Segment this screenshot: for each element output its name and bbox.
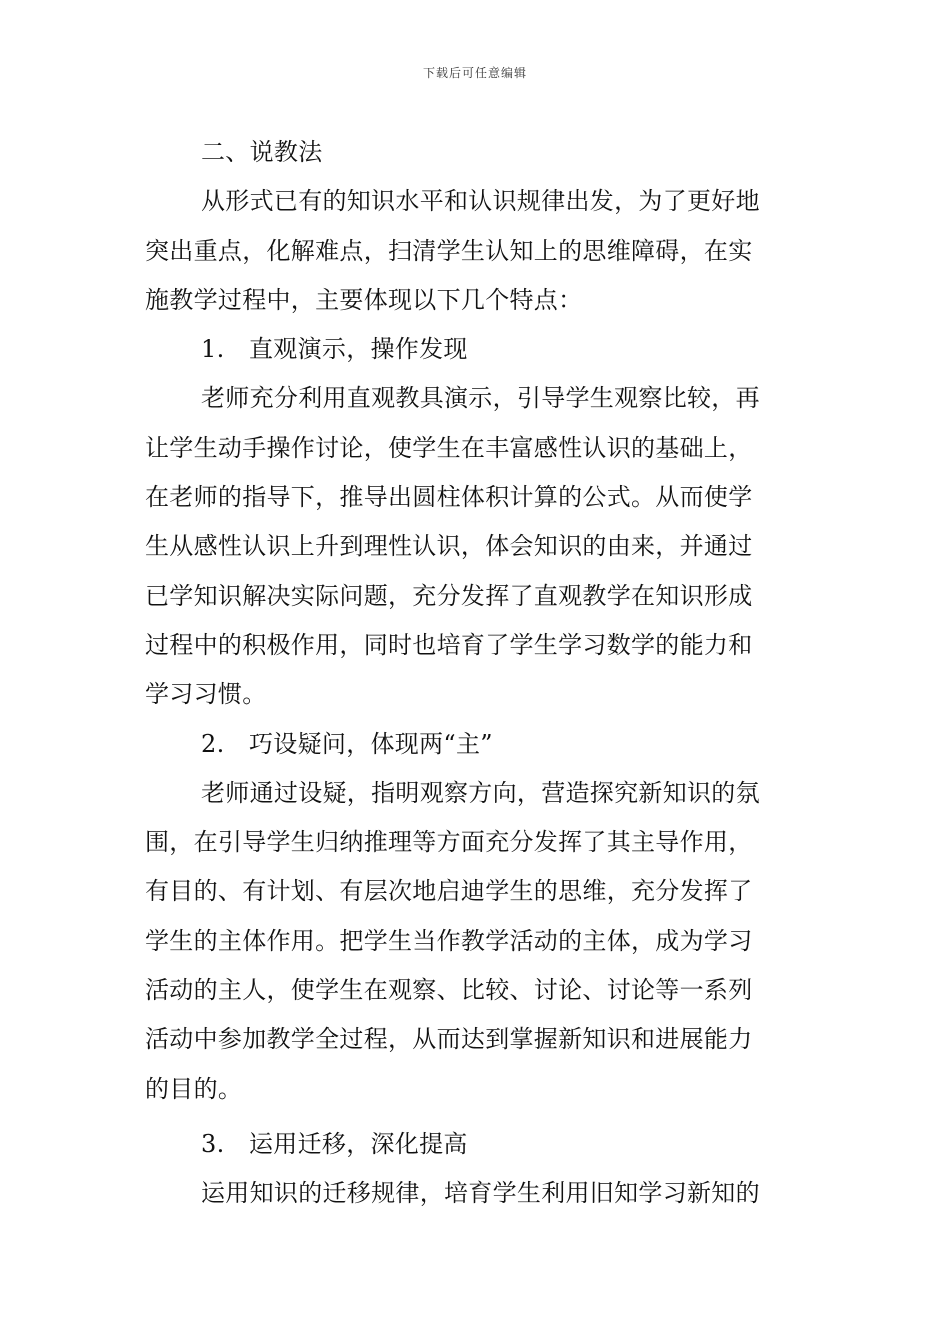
paragraph-line: 施教学过程中，主要体现以下几个特点： [145,285,583,314]
list-heading-2 [145,720,807,769]
list-number: 1. [201,335,225,364]
list-number: 2. [201,729,225,758]
paragraph-line: 已学知识解决实际问题，充分发挥了直观教学在知识形成 [145,581,753,610]
document-body [145,128,807,1219]
paragraph-line: 老师通过设疑，指明观察方向，营造探究新知识的氛 [201,778,760,807]
header-note: 下载后可任意编辑 [422,66,527,80]
paragraph-line: 活动的主人，使学生在观察、比较、讨论、讨论等一系列 [145,976,753,1005]
paragraph-line: 围，在引导学生归纳推理等方面充分发挥了其主导作用， [145,828,753,857]
paragraph-line: 生从感性认识上升到理性认识，体会知识的由来，并通过 [145,532,753,561]
list-heading-3 [145,1120,807,1169]
list-number: 3. [201,1129,225,1158]
paragraph-line: 的目的。 [145,1074,243,1103]
section-heading: 二、说教法 [201,138,323,166]
paragraph-line: 学生的主体作用。把学生当作教学活动的主体，成为学习 [145,926,753,955]
list-heading-text: 巧设疑问，体现两“主” [249,729,493,758]
paragraph-line: 活动中参加教学全过程，从而达到掌握新知识和进展能力 [145,1025,753,1054]
list-heading-1 [145,325,807,374]
paragraph-line: 从形式已有的知识水平和认识规律出发，为了更好地 [201,187,760,216]
paragraph-line: 过程中的积极作用，同时也培育了学生学习数学的能力和 [145,630,753,659]
list-heading-text: 运用迁移，深化提高 [249,1129,468,1158]
list-heading-text: 直观演示，操作发现 [249,335,468,364]
paragraph-line: 让学生动手操作讨论，使学生在丰富感性认识的基础上， [145,433,753,462]
paragraph-line: 老师充分利用直观教具演示，引导学生观察比较，再 [201,384,760,413]
paragraph-line: 在老师的指导下，推导出圆柱体积计算的公式。从而使学 [145,483,753,512]
paragraph-line: 突出重点，化解难点，扫清学生认知上的思维障碍，在实 [145,236,753,265]
paragraph-line: 学习习惯。 [145,680,267,709]
paragraph-line: 有目的、有计划、有层次地启迪学生的思维，充分发挥了 [145,877,753,906]
paragraph-line: 运用知识的迁移规律，培育学生利用旧知学习新知的 [201,1179,760,1208]
